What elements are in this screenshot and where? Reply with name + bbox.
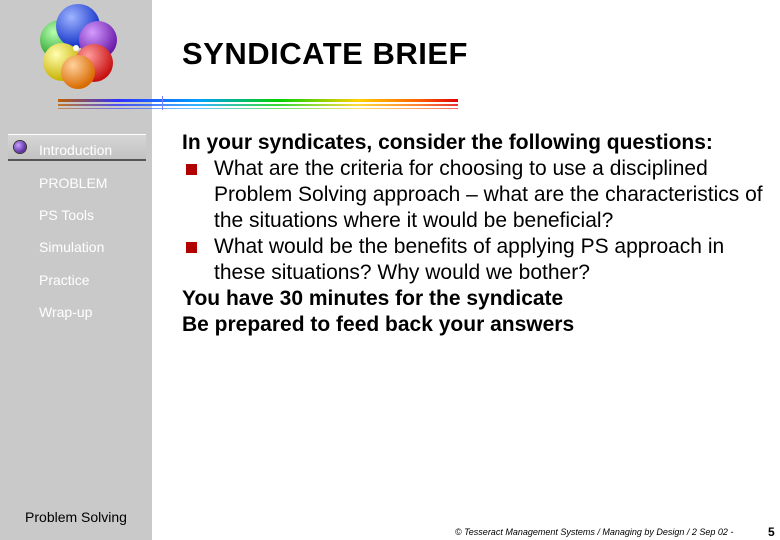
sidebar-footer-label: Problem Solving (25, 509, 127, 525)
nav-item-wrap-up[interactable]: Wrap-up (39, 304, 93, 320)
slide-title: SYNDICATE BRIEF (182, 36, 468, 71)
square-bullet-icon (186, 242, 197, 253)
intro-text: In your syndicates, consider the following questions: (182, 131, 713, 154)
nav-item-introduction[interactable]: Introduction (39, 142, 113, 158)
rainbow-divider (58, 96, 458, 112)
bullet-item (182, 234, 776, 286)
active-section-bullet-icon (14, 141, 26, 153)
slide-body (182, 130, 776, 338)
copyright-text: © Tesseract Management Systems / Managing by Design / 2 Sep 02 (455, 527, 728, 537)
color-spheres-logo (30, 0, 130, 100)
closing-line: You have 30 minutes for the syndicate (182, 287, 564, 310)
square-bullet-icon (186, 164, 197, 175)
closing-line: Be prepared to feed back your answers (182, 313, 575, 336)
nav-item-practice[interactable]: Practice (39, 272, 90, 288)
bullet-text: What are the criteria for choosing to use a disciplined Problem Solving approach – what are the characteristics of the situations where it would be beneficial? (214, 157, 763, 232)
nav-item-simulation[interactable]: Simulation (39, 239, 105, 255)
bullet-item (182, 156, 776, 234)
copyright-footer (455, 527, 733, 537)
footer-separator: - (730, 527, 734, 537)
nav-item-ps-tools[interactable]: PS Tools (39, 207, 94, 223)
nav-item-problem[interactable]: PROBLEM (39, 175, 108, 191)
bullet-text: What would be the benefits of applying PS approach in these situations? Why would we bother? (214, 235, 725, 284)
page-number: 5 (768, 525, 775, 539)
